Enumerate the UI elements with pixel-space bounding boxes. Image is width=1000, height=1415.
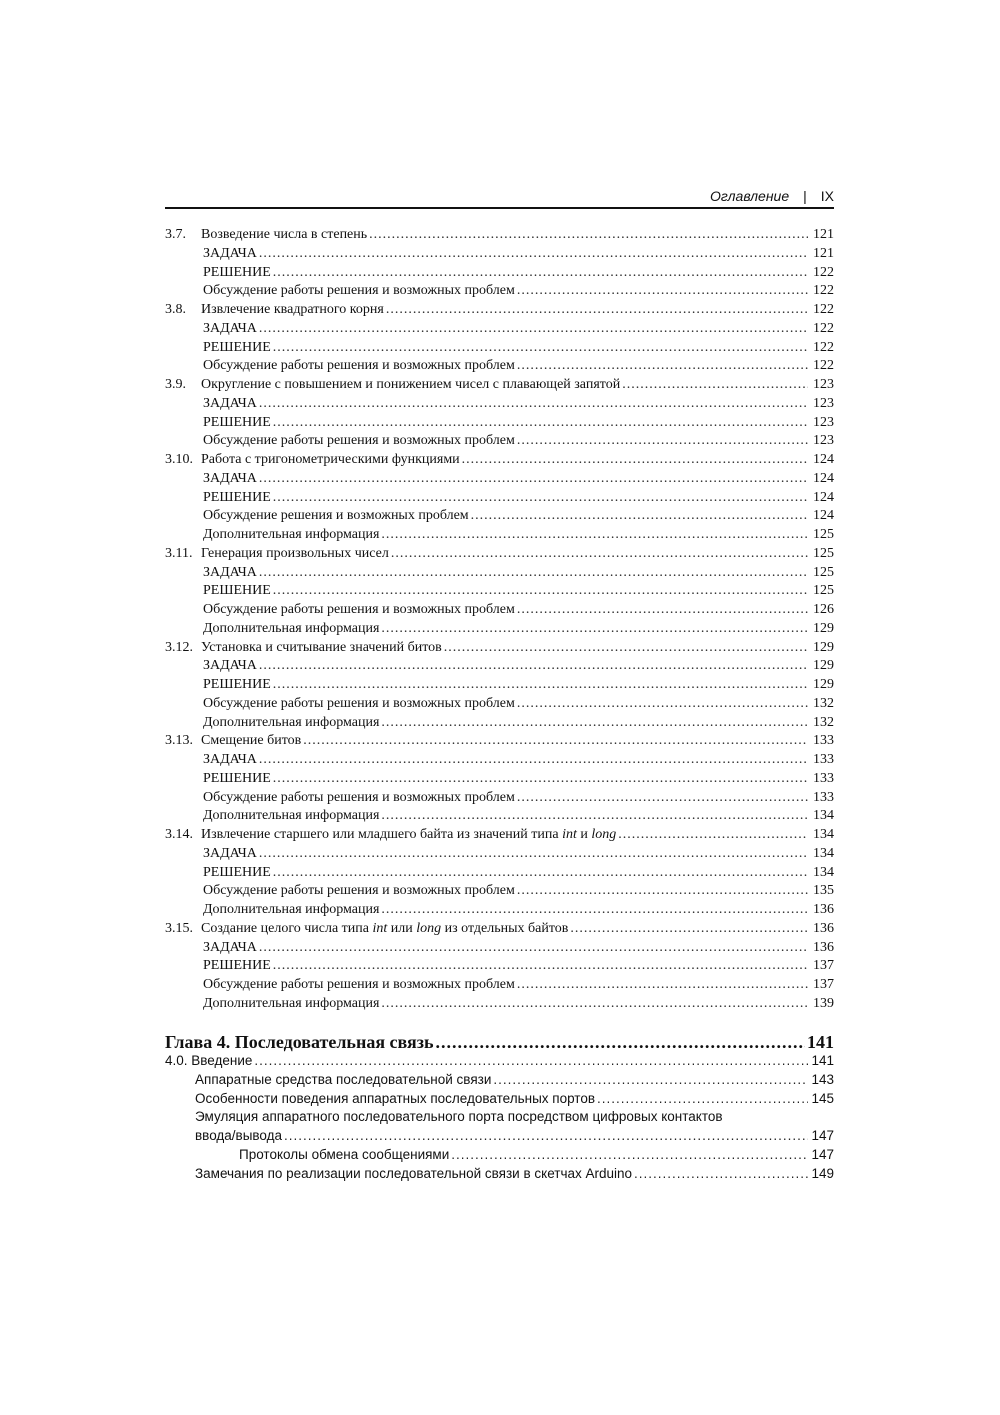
toc-subsection-entry[interactable] [165, 864, 834, 883]
toc-subsection-entry[interactable] [165, 1071, 834, 1090]
header-rule [165, 207, 834, 209]
leader-dots [386, 301, 808, 320]
entry-title: ЗАДАЧА [203, 320, 257, 336]
title-part: или [387, 920, 417, 936]
leader-dots [381, 901, 808, 920]
entry-title: Дополнительная информация [203, 714, 380, 730]
toc-subsection-entry[interactable] [165, 1165, 834, 1184]
entry-title: Обсуждение работы решения и возможных проблем [203, 433, 515, 449]
entry-title: Замечания по реализации последовательной связи в скетчах Arduino [195, 1165, 633, 1181]
entry-page-number: 147 [811, 1146, 834, 1162]
entry-title: Обсуждение работы решения и возможных проблем [203, 695, 515, 711]
toc-subsection-entry[interactable] [165, 526, 834, 545]
entry-title: Возведение числа в степень [201, 227, 368, 242]
leader-dots [259, 939, 808, 958]
leader-dots [622, 376, 808, 395]
entry-page-number: 145 [811, 1090, 834, 1106]
toc-subsection-entry[interactable] [165, 264, 834, 283]
entry-title: Аппаратные средства последовательной связи [195, 1071, 492, 1087]
header-title: Оглавление [710, 188, 790, 204]
leader-dots [369, 226, 808, 245]
toc-subsection-entry[interactable] [165, 507, 834, 526]
leader-dots [381, 995, 808, 1014]
entry-title [201, 920, 568, 939]
type-name: long [591, 827, 617, 842]
entry-title: Особенности поведения аппаратных последовательных портов [195, 1090, 596, 1106]
leader-dots [259, 320, 808, 339]
title-part: и [576, 827, 592, 842]
entry-title: Округление с повышением и понижением чисел с плавающей запятой [201, 377, 621, 392]
entry-page-number: 136 [813, 939, 834, 955]
leader-dots [597, 1090, 808, 1109]
entry-page-number: 139 [813, 995, 834, 1011]
entry-page-number: 141 [811, 1053, 834, 1068]
toc-section-entry[interactable] [165, 920, 834, 939]
running-header [165, 186, 834, 206]
entry-title: Обсуждение работы решения и возможных проблем [203, 883, 515, 899]
entry-title: Дополнительная информация [203, 808, 380, 824]
toc-subsection-entry[interactable] [165, 657, 834, 676]
leader-dots [273, 489, 808, 508]
toc-subsection-entry[interactable] [165, 714, 834, 733]
section-number: 3.8. [165, 302, 186, 317]
entry-title: Дополнительная информация [203, 527, 380, 542]
entry-page-number: 121 [813, 227, 834, 242]
leader-dots [381, 526, 808, 545]
entry-title: 4.0. Введение [165, 1053, 253, 1068]
leader-dots [259, 245, 808, 264]
toc-chapter-4 [165, 1052, 834, 1183]
entry-title: Дополнительная информация [203, 902, 380, 917]
leader-dots [517, 882, 808, 901]
entry-title: РЕШЕНИЕ [203, 677, 271, 692]
leader-dots [517, 601, 808, 620]
entry-page-number: 125 [813, 583, 834, 599]
toc-subsection-entry[interactable] [165, 957, 834, 976]
leader-dots [259, 751, 808, 770]
section-number: 3.13. [165, 733, 193, 749]
leader-dots [444, 639, 808, 658]
leader-dots [273, 414, 808, 433]
entry-page-number: 129 [813, 620, 834, 636]
section-number: 3.15. [165, 920, 193, 936]
entry-page-number: 122 [813, 358, 834, 374]
entry-page-number: 132 [813, 714, 834, 730]
title-part: Извлечение старшего или младшего байта из значений типа [201, 827, 563, 842]
entry-title: ЗАДАЧА [203, 752, 257, 767]
toc-subsection-entry[interactable] [165, 395, 834, 414]
entry-page-number: 134 [813, 808, 834, 824]
leader-dots [634, 1165, 808, 1184]
leader-dots [517, 282, 808, 301]
entry-page-number: 124 [813, 452, 834, 467]
entry-page-number: 134 [813, 845, 834, 861]
entry-page-number: 147 [811, 1128, 834, 1143]
entry-title: Обсуждение работы решения и возможных проблем [203, 283, 515, 299]
leader-dots [381, 807, 808, 826]
leader-dots [273, 770, 808, 789]
entry-title: РЕШЕНИЕ [203, 770, 271, 786]
entry-title: РЕШЕНИЕ [203, 339, 271, 355]
entry-page-number: 134 [813, 864, 834, 880]
toc-subsection-entry[interactable] [165, 601, 834, 620]
entry-page-number: 125 [813, 527, 834, 542]
leader-dots [259, 657, 808, 676]
header-page-number: IX [820, 188, 834, 204]
toc-section-entry[interactable] [165, 826, 834, 845]
entry-title: ЗАДАЧА [203, 939, 257, 955]
section-number: 3.11. [165, 545, 193, 561]
toc-chapter-3 [165, 226, 834, 1014]
toc-section-entry[interactable] [165, 545, 834, 564]
entry-page-number: 125 [813, 545, 834, 561]
entry-page-number: 124 [813, 470, 834, 486]
toc-subsection-entry[interactable] [165, 995, 834, 1014]
entry-title: ЗАДАЧА [203, 395, 257, 411]
leader-dots [451, 1146, 808, 1165]
entry-title: ЗАДАЧА [203, 564, 257, 580]
toc-subsection-entry[interactable] [165, 582, 834, 601]
header-separator: | [803, 188, 807, 204]
toc-subsection-entry[interactable] [165, 976, 834, 995]
toc-subsection-entry[interactable] [165, 882, 834, 901]
chapter-4-page: 141 [807, 1032, 834, 1052]
entry-title: РЕШЕНИЕ [203, 264, 271, 280]
entry-title: Обсуждение решения и возможных проблем [203, 508, 469, 524]
leader-dots [517, 695, 808, 714]
leader-dots [273, 864, 808, 883]
leader-dots [284, 1127, 808, 1146]
leader-dots [273, 676, 808, 695]
entry-title: Дополнительная информация [203, 620, 380, 636]
toc-subsection-entry[interactable] [165, 489, 834, 508]
entry-page-number: 133 [813, 770, 834, 786]
leader-dots [259, 395, 808, 414]
leader-dots [493, 1071, 808, 1090]
leader-dots [391, 545, 808, 564]
section-number: 3.7. [165, 227, 186, 242]
toc-subsection-entry[interactable] [165, 676, 834, 695]
toc-section-entry[interactable] [165, 376, 834, 395]
entry-page-number: 124 [813, 489, 834, 505]
leader-dots [471, 507, 808, 526]
toc-subsection-entry[interactable] [165, 770, 834, 789]
toc-subsection-entry[interactable] [165, 432, 834, 451]
toc-subsection-entry[interactable] [165, 901, 834, 920]
toc-subsection-entry[interactable] [165, 282, 834, 301]
toc-subsection-entry[interactable] [165, 1146, 834, 1165]
leader-dots [259, 470, 808, 489]
toc-subsection-entry[interactable] [165, 807, 834, 826]
entry-title: Генерация произвольных чисел [201, 545, 389, 561]
leader-dots [273, 957, 808, 976]
toc-subsection-entry[interactable] [165, 845, 834, 864]
entry-title: Дополнительная информация [203, 995, 380, 1011]
leader-dots [273, 582, 808, 601]
toc-section-entry[interactable] [165, 451, 834, 470]
entry-title: Протоколы обмена сообщениями [239, 1146, 450, 1162]
leader-dots [517, 976, 808, 995]
leader-dots [517, 357, 808, 376]
leader-dots [254, 1052, 808, 1071]
entry-page-number: 123 [813, 377, 834, 392]
entry-page-number: 124 [813, 508, 834, 524]
entry-title-continuation: ввода/вывода [195, 1128, 283, 1143]
section-number: 3.9. [165, 377, 186, 392]
toc-section-entry[interactable] [165, 1052, 834, 1071]
entry-title: РЕШЕНИЕ [203, 489, 271, 505]
entry-page-number: 122 [813, 264, 834, 280]
entry-page-number: 129 [813, 658, 834, 674]
leader-dots [517, 432, 808, 451]
toc-section-entry[interactable] [165, 226, 834, 245]
entry-page-number: 122 [813, 302, 834, 317]
entry-title: Обсуждение работы решения и возможных проблем [203, 358, 515, 374]
toc-subsection-entry[interactable] [165, 751, 834, 770]
leader-dots [462, 451, 808, 470]
entry-page-number: 136 [813, 902, 834, 917]
leader-dots [273, 339, 808, 358]
toc-subsection-entry[interactable] [165, 357, 834, 376]
toc-subsection-entry[interactable] [165, 339, 834, 358]
entry-page-number: 133 [813, 733, 834, 749]
section-number: 3.12. [165, 639, 193, 655]
leader-dots [381, 620, 808, 639]
leader-dots [259, 845, 808, 864]
entry-page-number: 132 [813, 695, 834, 711]
entry-page-number: 123 [813, 395, 834, 411]
entry-page-number: 129 [813, 639, 834, 655]
entry-title: ЗАДАЧА [203, 470, 257, 486]
toc-subsection-entry[interactable] [165, 320, 834, 339]
entry-page-number: 122 [813, 320, 834, 336]
entry-title: Смещение битов [201, 733, 302, 749]
toc-subsection-entry[interactable] [165, 620, 834, 639]
leader-dots [618, 826, 808, 845]
toc-subsection-entry[interactable] [165, 1127, 834, 1146]
entry-title-line[interactable]: Эмуляция аппаратного последовательного порта посредством цифровых контактов [195, 1109, 723, 1125]
toc-section-entry[interactable] [165, 732, 834, 751]
entry-page-number: 137 [813, 958, 834, 974]
type-name: int [562, 827, 577, 842]
entry-page-number: 143 [811, 1071, 834, 1087]
section-number: 3.14. [165, 827, 193, 842]
entry-page-number: 134 [813, 827, 834, 842]
entry-title: РЕШЕНИЕ [203, 583, 271, 599]
entry-title: Работа с тригонометрическими функциями [201, 452, 460, 467]
title-part: из отдельных байтов [441, 920, 569, 936]
chapter-4-title: Глава 4. Последовательная связь [165, 1032, 434, 1052]
entry-page-number: 133 [813, 789, 834, 805]
leader-dots [570, 920, 808, 939]
entry-page-number: 133 [813, 752, 834, 767]
section-number: 3.10. [165, 452, 193, 467]
leader-dots [436, 1030, 805, 1054]
entry-title: Обсуждение работы решения и возможных проблем [203, 789, 515, 805]
type-name: int [372, 920, 388, 936]
toc-subsection-entry[interactable] [165, 470, 834, 489]
toc-subsection-entry[interactable] [165, 1090, 834, 1109]
toc-subsection-entry[interactable] [165, 414, 834, 433]
entry-page-number: 137 [813, 977, 834, 992]
entry-title: Установка и считывание значений битов [201, 639, 442, 655]
leader-dots [517, 789, 808, 808]
entry-page-number: 122 [813, 283, 834, 299]
toc-subsection-entry[interactable] [165, 245, 834, 264]
entry-page-number: 125 [813, 564, 834, 580]
leader-dots [259, 564, 808, 583]
leader-dots [273, 264, 808, 283]
entry-title: ЗАДАЧА [203, 845, 257, 861]
entry-title [201, 826, 616, 845]
entry-page-number: 126 [813, 602, 834, 617]
entry-page-number: 123 [813, 433, 834, 449]
entry-page-number: 135 [813, 883, 834, 899]
chapter-4-heading[interactable] [165, 1030, 834, 1054]
toc-section-entry[interactable] [165, 639, 834, 658]
leader-dots [381, 714, 808, 733]
toc-subsection-entry[interactable] [165, 564, 834, 583]
title-part: Создание целого числа типа [201, 920, 373, 936]
type-name: long [416, 920, 442, 936]
toc-subsection-entry[interactable] [165, 695, 834, 714]
entry-title: ЗАДАЧА [203, 245, 257, 261]
entry-title: Обсуждение работы решения и возможных проблем [203, 977, 515, 992]
toc-subsection-entry[interactable] [165, 939, 834, 958]
entry-title: Обсуждение работы решения и возможных проблем [203, 602, 515, 617]
entry-page-number: 122 [813, 339, 834, 355]
entry-page-number: 129 [813, 677, 834, 692]
entry-title: ЗАДАЧА [203, 658, 257, 674]
entry-title: РЕШЕНИЕ [203, 958, 271, 974]
entry-title: РЕШЕНИЕ [203, 414, 271, 430]
leader-dots [303, 732, 808, 751]
entry-page-number: 149 [811, 1165, 834, 1181]
entry-page-number: 136 [813, 920, 834, 936]
toc-subsection-entry[interactable] [165, 789, 834, 808]
toc-section-entry[interactable] [165, 301, 834, 320]
entry-page-number: 123 [813, 414, 834, 430]
entry-title: Извлечение квадратного корня [201, 302, 384, 317]
entry-title: РЕШЕНИЕ [203, 864, 271, 880]
entry-page-number: 121 [813, 245, 834, 261]
